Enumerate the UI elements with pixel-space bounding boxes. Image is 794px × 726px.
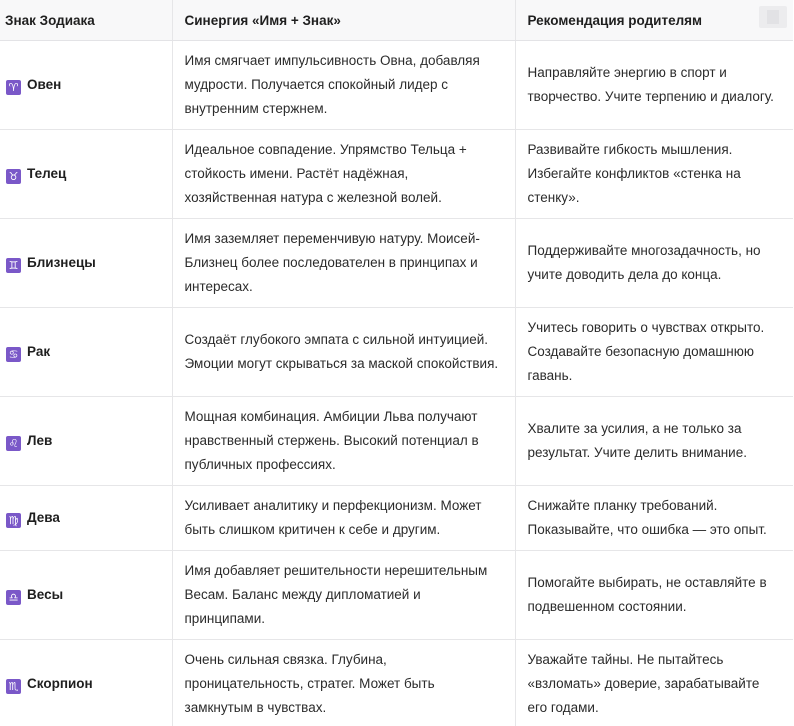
header-sign: Знак Зодиака xyxy=(0,0,172,41)
header-synergy: Синергия «Имя + Знак» xyxy=(172,0,515,41)
synergy-cell: Усиливает аналитику и перфекционизм. Может быть слишком критичен к себе и другим. xyxy=(172,486,515,551)
table-row xyxy=(0,130,793,219)
gemini-icon: ♊ xyxy=(6,258,21,273)
table-row xyxy=(0,219,793,308)
advice-cell: Снижайте планку требований. Показывайте, что ошибка — это опыт. xyxy=(515,486,793,551)
aries-icon: ♈ xyxy=(6,80,21,95)
sign-cell xyxy=(0,130,172,219)
sign-name: Рак xyxy=(27,344,51,359)
synergy-cell: Создаёт глубокого эмпата с сильной интуицией. Эмоции могут скрываться за маской спокойствия. xyxy=(172,308,515,397)
advice-cell: Учитесь говорить о чувствах открыто. Создавайте безопасную домашнюю гавань. xyxy=(515,308,793,397)
header-advice xyxy=(515,0,793,41)
sign-name: Лев xyxy=(27,433,53,448)
blurred-copy-icon[interactable] xyxy=(759,6,787,28)
advice-cell: Развивайте гибкость мышления. Избегайте конфликтов «стенка на стенку». xyxy=(515,130,793,219)
sign-name: Весы xyxy=(27,587,64,602)
advice-cell: Поддерживайте многозадачность, но учите доводить дела до конца. xyxy=(515,219,793,308)
advice-cell: Направляйте энергию в спорт и творчество. Учите терпению и диалогу. xyxy=(515,41,793,130)
sign-name: Скорпион xyxy=(27,676,93,691)
advice-cell: Помогайте выбирать, не оставляйте в подвешенном состоянии. xyxy=(515,551,793,640)
virgo-icon: ♍ xyxy=(6,513,21,528)
synergy-cell: Очень сильная связка. Глубина, проницательность, стратег. Может быть замкнутым в чувствах. xyxy=(172,640,515,726)
synergy-cell: Мощная комбинация. Амбиции Льва получают нравственный стержень. Высокий потенциал в публичных профессиях. xyxy=(172,397,515,486)
synergy-cell: Имя смягчает импульсивность Овна, добавляя мудрости. Получается спокойный лидер с внутренним стержнем. xyxy=(172,41,515,130)
sign-name: Овен xyxy=(27,77,62,92)
table-row xyxy=(0,41,793,130)
sign-name: Дева xyxy=(27,510,60,525)
table-header-row xyxy=(0,0,793,41)
sign-cell xyxy=(0,486,172,551)
sign-cell xyxy=(0,219,172,308)
libra-icon: ♎ xyxy=(6,590,21,605)
table-row xyxy=(0,551,793,640)
sign-cell xyxy=(0,397,172,486)
table-row xyxy=(0,308,793,397)
scorpio-icon: ♏ xyxy=(6,679,21,694)
cancer-icon: ♋ xyxy=(6,347,21,362)
sign-cell xyxy=(0,551,172,640)
advice-cell: Хвалите за усилия, а не только за результат. Учите делить внимание. xyxy=(515,397,793,486)
synergy-cell: Имя заземляет переменчивую натуру. Моисей-Близнец более последователен в принципах и интересах. xyxy=(172,219,515,308)
sign-cell xyxy=(0,41,172,130)
sign-name: Близнецы xyxy=(27,255,96,270)
table-row xyxy=(0,397,793,486)
header-advice-label: Рекомендация родителям xyxy=(527,12,703,28)
sign-name: Телец xyxy=(27,166,67,181)
synergy-cell: Идеальное совпадение. Упрямство Тельца + стойкость имени. Растёт надёжная, хозяйственная натура с железной волей. xyxy=(172,130,515,219)
leo-icon: ♌ xyxy=(6,436,21,451)
table-row xyxy=(0,486,793,551)
sign-cell xyxy=(0,308,172,397)
advice-cell: Уважайте тайны. Не пытайтесь «взломать» доверие, зарабатывайте его годами. xyxy=(515,640,793,726)
taurus-icon: ♉ xyxy=(6,169,21,184)
table-row xyxy=(0,640,793,726)
sign-cell xyxy=(0,640,172,726)
synergy-cell: Имя добавляет решительности нерешительным Весам. Баланс между дипломатией и принципами. xyxy=(172,551,515,640)
